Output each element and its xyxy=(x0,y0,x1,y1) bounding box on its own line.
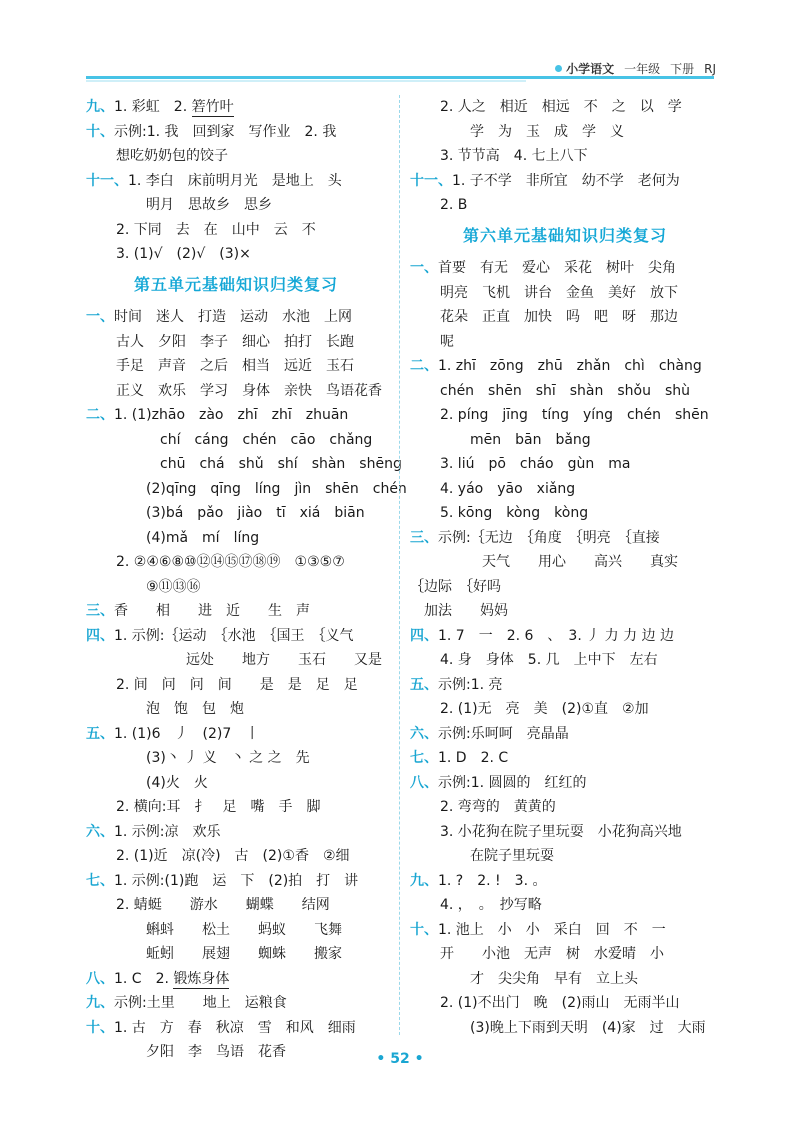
answer-text: 2. B xyxy=(440,197,468,213)
answer-line xyxy=(86,820,386,845)
question-number: 七、 xyxy=(86,872,114,889)
answer-text: 呢 xyxy=(440,333,454,350)
page-header xyxy=(555,60,716,77)
answer-text: 手足 声音 之后 相当 远近 玉石 xyxy=(116,358,354,374)
answer-line xyxy=(86,501,386,526)
answer-text: 学 为 玉 成 学 义 xyxy=(470,123,624,140)
section-title: 第五单元基础知识归类复习 xyxy=(133,274,338,294)
answer-line xyxy=(86,477,407,502)
bullet-dot-icon xyxy=(555,65,562,72)
answer-line xyxy=(86,942,386,967)
question-number: 五、 xyxy=(86,725,114,742)
question-number: 八、 xyxy=(86,970,114,987)
answer-text: ｛边际 ｛好吗 xyxy=(410,578,501,595)
answer-text: 5. kōng kòng kòng xyxy=(440,505,589,521)
answer-text: 示例:1. 圆圆的 红红的 xyxy=(438,774,587,791)
answer-line xyxy=(410,991,720,1016)
question-number: 二、 xyxy=(410,358,438,374)
answer-line xyxy=(410,169,720,194)
question-number: 六、 xyxy=(86,823,114,840)
answer-text: 想吃奶奶包的饺子 xyxy=(116,148,228,164)
question-number: 五、 xyxy=(410,676,438,693)
answer-line xyxy=(86,648,386,673)
question-number: 六、 xyxy=(410,725,438,742)
answer-line xyxy=(86,550,386,575)
answer-line xyxy=(86,673,386,698)
answer-text: (3)bá pǎo jiào tī xiá biān xyxy=(146,505,365,521)
answer-line xyxy=(410,428,720,453)
answer-line xyxy=(86,722,386,747)
answer-line xyxy=(410,575,720,600)
answer-text: (3)丶 丿 义 丶 之 之 先 xyxy=(146,750,310,766)
question-number: 八、 xyxy=(410,774,438,791)
question-number: 十、 xyxy=(410,921,438,938)
answer-text: 天气 用心 高兴 真实 xyxy=(440,554,678,570)
answer-text: chū chá shǔ shí shàn shēng xyxy=(160,456,402,472)
answer-line xyxy=(410,599,720,624)
answer-line xyxy=(410,746,720,771)
answer-text: 1. 彩虹 2. xyxy=(114,99,192,115)
answer-text: 示例:｛无边 ｛角度 ｛明亮 ｛直接 xyxy=(438,529,660,546)
answer-text: 1. 示例:凉 欢乐 xyxy=(114,823,221,840)
header-volume: 下册 xyxy=(670,62,695,76)
answer-text: 蚯蚓 展翅 蜘蛛 搬家 xyxy=(146,946,342,962)
answer-text: 2. 蜻蜓 游水 蝴蝶 结网 xyxy=(116,897,330,913)
answer-line xyxy=(86,218,386,243)
answer-text: 1. (1)zhāo zào zhī zhī zhuān xyxy=(114,407,349,423)
answer-text: 首要 有无 爱心 采花 树叶 尖角 xyxy=(438,260,676,276)
answer-line xyxy=(410,795,720,820)
answer-text: 泡 饱 包 炮 xyxy=(146,701,244,717)
answer-text: 1. 示例:｛运动 ｛水池 ｛国王 ｛义气 xyxy=(114,627,354,644)
answer-text: 2. (1)近 凉(冷) 古 (2)①香 ②细 xyxy=(116,848,350,864)
underlined-answer: 箬竹叶 xyxy=(191,99,234,115)
answer-line xyxy=(86,624,386,649)
answer-text: 示例:1. 亮 xyxy=(438,676,503,693)
answer-line xyxy=(410,918,720,943)
header-subject: 小学语文 xyxy=(566,62,615,76)
answer-line xyxy=(410,869,720,894)
answer-line xyxy=(86,697,386,722)
answer-line xyxy=(410,120,720,145)
answer-text: 4. 身 身体 5. 几 上中下 左右 xyxy=(440,652,658,668)
answer-text: 2. 下同 去 在 山中 云 不 xyxy=(116,221,316,238)
answer-text: 1. ? 2. ! 3. 。 xyxy=(438,872,547,889)
answer-text: 夕阳 李 鸟语 花香 xyxy=(146,1044,286,1060)
right-column xyxy=(410,95,720,1040)
answer-line xyxy=(86,967,386,992)
answer-line xyxy=(410,1016,720,1041)
answer-line xyxy=(410,820,720,845)
answer-line xyxy=(410,893,720,918)
answer-line xyxy=(86,95,386,120)
answer-line xyxy=(410,722,720,747)
answer-line xyxy=(410,305,720,330)
answer-line xyxy=(410,281,720,306)
answer-text: chí cáng chén cāo chǎng xyxy=(160,431,373,448)
answer-line xyxy=(410,193,720,218)
answer-text: 时间 迷人 打造 运动 水池 上网 xyxy=(114,309,352,325)
answer-line xyxy=(86,918,386,943)
answer-line xyxy=(86,869,386,894)
answer-line xyxy=(410,624,720,649)
answer-line xyxy=(410,771,720,796)
answer-text: 古人 夕阳 李子 细心 拍打 长跑 xyxy=(116,333,354,350)
answer-text: 2. píng jīng tíng yíng chén shēn xyxy=(440,407,709,423)
answer-text: 3. 小花狗在院子里玩耍 小花狗高兴地 xyxy=(440,823,682,840)
answer-text: 香 相 进 近 生 声 xyxy=(114,603,310,619)
answer-text: chén shēn shī shàn shǒu shù xyxy=(440,382,691,399)
answer-line xyxy=(410,673,720,698)
answer-line xyxy=(410,379,720,404)
answer-text: 3. (1)√ (2)√ (3)× xyxy=(116,246,251,262)
answer-text: 1. 7 一 2. 6 、 3. 丿 力 力 边 边 xyxy=(438,627,675,644)
header-rule-light xyxy=(86,80,526,82)
answer-text: 2. 人之 相近 相远 不 之 以 学 xyxy=(440,99,682,115)
answer-line xyxy=(410,942,720,967)
answer-text: 2. 弯弯的 黄黄的 xyxy=(440,799,556,815)
answer-text: 示例:1. 我 回到家 写作业 2. 我 xyxy=(114,123,337,140)
answer-line xyxy=(86,428,386,453)
question-number: 九、 xyxy=(410,872,438,889)
answer-text: (4)火 火 xyxy=(146,774,208,791)
answer-text: 1. 古 方 春 秋凉 雪 和风 细雨 xyxy=(114,1019,356,1036)
answer-line xyxy=(86,193,386,218)
answer-line xyxy=(86,771,386,796)
question-number: 十一、 xyxy=(86,172,128,189)
question-number: 七、 xyxy=(410,750,438,766)
answer-line xyxy=(86,242,386,267)
page-number: • 52 • xyxy=(376,1051,424,1067)
answer-text: 1. (1)6 丿 (2)7 丨 xyxy=(114,725,260,742)
answer-text: 1. C 2. xyxy=(114,970,174,987)
column-divider xyxy=(399,95,400,1035)
underlined-answer: 锻炼身体 xyxy=(173,970,230,987)
question-number: 十、 xyxy=(86,123,114,140)
answer-text: 4. ， 。 抄写略 xyxy=(440,897,542,913)
answer-text: 1. 示例:(1)跑 运 下 (2)拍 打 讲 xyxy=(114,872,359,889)
question-number: 十、 xyxy=(86,1019,114,1036)
question-number: 三、 xyxy=(410,529,438,546)
answer-text: 正义 欢乐 学习 身体 亲快 鸟语花香 xyxy=(116,382,382,399)
answer-line xyxy=(410,501,720,526)
answer-text: 3. 节节高 4. 七上八下 xyxy=(440,148,588,164)
answer-line xyxy=(86,893,386,918)
answer-line xyxy=(86,746,386,771)
header-edition: RJ xyxy=(704,62,716,76)
answer-text: 1. 池上 小 小 采白 回 不 一 xyxy=(438,921,666,938)
question-number: 一、 xyxy=(86,309,114,325)
answer-text: 开 小池 无声 树 水爱晴 小 xyxy=(440,946,664,962)
answer-text: 2. 横向:耳 扌 足 嘴 手 脚 xyxy=(116,799,321,815)
answer-text: 2. (1)不出门 晚 (2)雨山 无雨半山 xyxy=(440,995,680,1011)
answer-text: (2)qīng qīng líng jìn shēn chén xyxy=(146,480,407,497)
answer-text: 明月 思故乡 思乡 xyxy=(146,197,272,213)
answer-line xyxy=(410,452,720,477)
answer-text: 2. 间 问 问 间 是 是 足 足 xyxy=(116,676,358,693)
answer-line xyxy=(86,575,386,600)
answer-text: 明亮 飞机 讲台 金鱼 美好 放下 xyxy=(440,284,678,301)
question-number: 三、 xyxy=(86,603,114,619)
answer-text: 2. ②④⑥⑧⑩⑫⑭⑮⑰⑱⑲ ①③⑤⑦ xyxy=(116,554,345,570)
answer-line xyxy=(86,354,386,379)
answer-line xyxy=(86,452,402,477)
answer-line xyxy=(86,379,386,404)
answer-text: (4)mǎ mí líng xyxy=(146,529,260,546)
answer-line xyxy=(86,844,386,869)
answer-text: 2. (1)无 亮 美 (2)①直 ②加 xyxy=(440,701,649,717)
header-rule xyxy=(86,76,714,79)
question-number: 十一、 xyxy=(410,172,452,189)
answer-text: 蝌蚪 松土 蚂蚁 飞舞 xyxy=(146,921,342,938)
answer-line xyxy=(410,967,720,992)
question-number: 九、 xyxy=(86,99,114,115)
answer-line xyxy=(410,330,720,355)
answer-line xyxy=(86,305,386,330)
answer-line xyxy=(86,1016,386,1041)
answer-line xyxy=(86,599,386,624)
answer-text: 花朵 正直 加快 吗 吧 呀 那边 xyxy=(440,309,678,325)
answer-line xyxy=(410,144,720,169)
answer-line xyxy=(86,144,386,169)
header-grade: 一年级 xyxy=(624,62,661,76)
answer-text: 4. yáo yāo xiǎng xyxy=(440,480,576,497)
answer-text: mēn bān bǎng xyxy=(470,431,591,448)
answer-text: 1. 子不学 非所宜 幼不学 老何为 xyxy=(452,172,680,189)
answer-line xyxy=(410,697,720,722)
answer-text: 1. 李白 床前明月光 是地上 头 xyxy=(128,172,342,189)
answer-line xyxy=(410,477,720,502)
section-title: 第六单元基础知识归类复习 xyxy=(462,225,667,245)
answer-line xyxy=(410,256,720,281)
answer-line xyxy=(410,648,720,673)
answer-line xyxy=(86,330,386,355)
answer-line xyxy=(86,120,386,145)
answer-line xyxy=(410,550,720,575)
answer-line xyxy=(86,991,386,1016)
answer-text: 1. zhī zōng zhū zhǎn chì chàng xyxy=(438,358,702,374)
question-number: 九、 xyxy=(86,995,114,1011)
answer-line xyxy=(410,844,720,869)
question-number: 四、 xyxy=(410,627,438,644)
answer-line xyxy=(410,95,720,120)
answer-text: 3. liú pō cháo gùn ma xyxy=(440,456,631,472)
answer-line xyxy=(410,526,720,551)
answer-text: ⑨⑪⑬⑯ xyxy=(146,578,201,595)
answer-line xyxy=(86,403,386,428)
question-number: 二、 xyxy=(86,407,114,423)
answer-text: 示例:乐呵呵 亮晶晶 xyxy=(438,725,569,742)
answer-text: 远处 地方 玉石 又是 xyxy=(116,652,382,668)
answer-line xyxy=(410,403,720,428)
answer-line xyxy=(86,169,386,194)
answer-text: 在院子里玩耍 xyxy=(470,848,554,864)
question-number: 四、 xyxy=(86,627,114,644)
question-number: 一、 xyxy=(410,260,438,276)
answer-text: 示例:土里 地上 运粮食 xyxy=(114,995,287,1011)
answer-line xyxy=(86,795,386,820)
answer-text: (3)晚上下雨到天明 (4)家 过 大雨 xyxy=(470,1019,706,1036)
answer-text: 才 尖尖角 早有 立上头 xyxy=(470,970,638,987)
answer-text: 1. D 2. C xyxy=(438,750,509,766)
answer-text: 加法 妈妈 xyxy=(410,603,508,619)
answer-line xyxy=(86,526,386,551)
answer-line xyxy=(410,354,720,379)
